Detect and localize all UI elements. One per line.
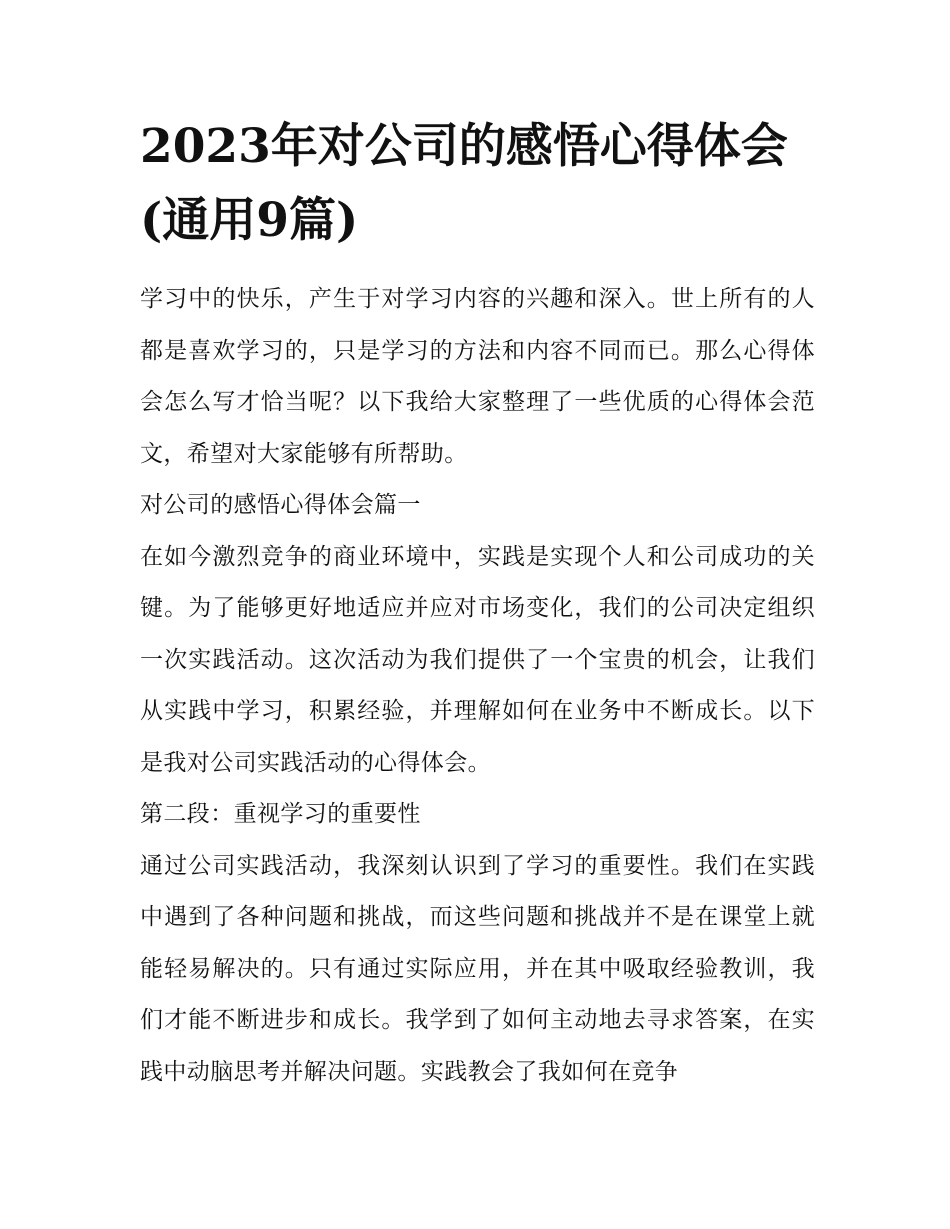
subsection-heading: 第二段：重视学习的重要性 [140, 801, 421, 827]
section-heading: 对公司的感悟心得体会篇一 [140, 492, 421, 518]
document-title: 2023年对公司的感悟心得体会(通用9篇) [140, 119, 788, 248]
intro-paragraph: 学习中的快乐，产生于对学习内容的兴趣和深入。世上所有的人都是喜欢学习的，只是学习的方法和内容不同而已。那么心得体会怎么写才恰当呢？以下我给大家整理了一些优质的心得体会范文，希望对大家能够有所帮助。 [140, 286, 815, 467]
document-body [140, 110, 815, 1098]
body-paragraph: 在如今激烈竞争的商业环境中，实践是实现个人和公司成功的关键。为了能够更好地适应并应对市场变化，我们的公司决定组织一次实践活动。这次活动为我们提供了一个宝贵的机会，让我们从实践中学习，积累经验，并理解如何在业务中不断成长。以下是我对公司实践活动的心得体会。 [140, 543, 815, 776]
body-paragraph: 通过公司实践活动，我深刻认识到了学习的重要性。我们在实践中遇到了各种问题和挑战，而这些问题和挑战并不是在课堂上就能轻易解决的。只有通过实际应用，并在其中吸取经验教训，我们才能不断进步和成长。我学到了如何主动地去寻求答案，在实践中动脑思考并解决问题。实践教会了我如何在竞争 [140, 852, 815, 1085]
